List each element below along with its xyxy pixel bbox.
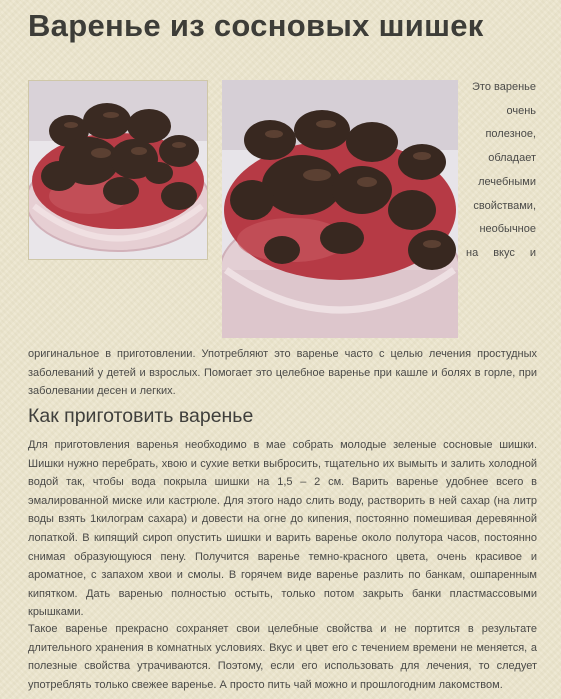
jam-bowl-illustration-large xyxy=(222,80,458,338)
intro-line: очень xyxy=(506,104,536,117)
intro-line: лечебными xyxy=(478,175,536,188)
jam-photo-small xyxy=(28,80,208,260)
intro-line: на вкус и xyxy=(466,246,536,259)
storage-note-paragraph: Такое варенье прекрасно сохраняет свои целебные свойства и не портится в результате длительного хранения в комнатных условиях. Вкус и цвет его с течением времени не меняется, а полезные свойства утрачиваются. Поэтому, если его использовать для лечения, то следует употреблять только свежее варенье. А просто пить чай можно и прошлогодним лакомством. xyxy=(28,623,537,691)
intro-line: необычное xyxy=(479,223,536,236)
intro-paragraph: оригинальное в приготовлении. Употребляют это варенье часто с целью лечения простудных заболеваний у детей и взрослых. Помогает это целебное варенье при кашле и болях в горле, при заболевании десен и легких. xyxy=(28,348,537,398)
recipe-paragraph: Для приготовления варенья необходимо в мае собрать молодые зеленые сосновые шишки. Шишки нужно перебрать, хвою и сухие ветки выбросить, тщательно их вымыть и залить холодной водой так, чтобы вода покрыла шишки на 1,5 – 2 см. Варить варенье удобнее всего в эмалированной миске или кастрюле. Для этого надо слить воду, растворить в ней сахар (на литр воды взять 1килограм сахара) и довести на огне до кипения, постоянно помешивая деревянной лопаткой. В кипящий сироп опустить шишки и варить варенье около полутора часов, постоянно снимая образующуюся пену. Получится варенье темно-красного цвета, очень красивое и ароматное, с запахом хвои и смолы. В горячем виде варенье разлить по банкам, ошпаренным кипятком. Дать варенью полностью остыть, только потом закрыть банки пластмассовыми крышками. xyxy=(28,439,537,619)
intro-line: обладает xyxy=(488,152,536,165)
intro-side-text xyxy=(466,76,536,266)
section-title: Как приготовить варенье xyxy=(28,405,254,427)
jam-bowl-illustration-small xyxy=(29,81,207,259)
page-title: Варенье из сосновых шишек xyxy=(28,8,484,43)
intro-line: полезное, xyxy=(485,128,536,141)
intro-line: Это варенье xyxy=(472,81,536,93)
jam-photo-large xyxy=(222,80,458,338)
intro-line: свойствами, xyxy=(473,199,536,212)
